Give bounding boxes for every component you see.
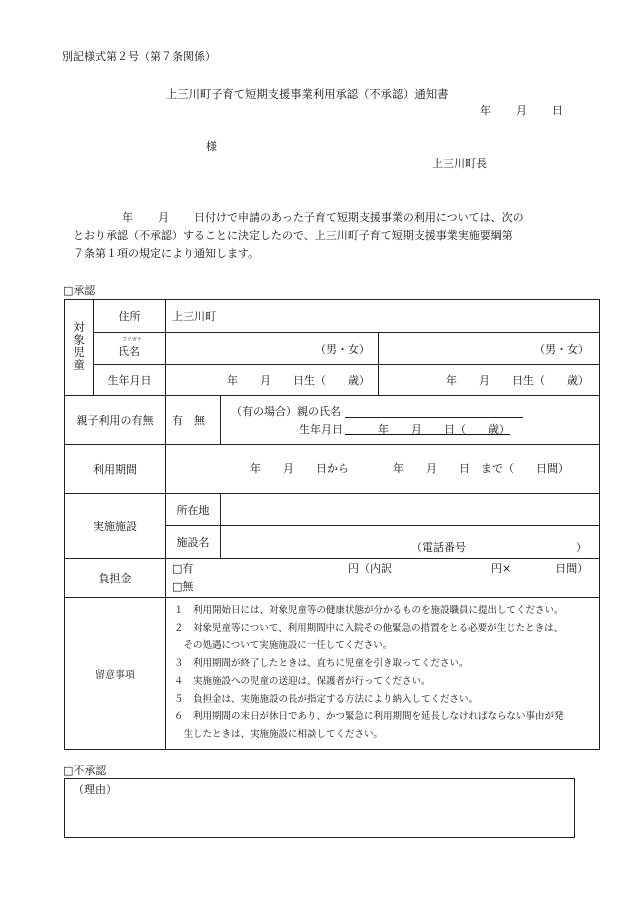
facility-label-cell bbox=[65, 494, 166, 559]
period-value: 年 月 日から 年 月 日 まで（ 日間） bbox=[250, 462, 569, 475]
birth-field-1[interactable] bbox=[166, 365, 379, 396]
notes-list bbox=[166, 598, 599, 744]
body-line2: とおり承認（不承認）することに決定したので、上三川町子育て短期支援事業実施要綱第 bbox=[73, 229, 513, 242]
body-line1-year: 年 bbox=[122, 211, 133, 224]
birth-field-2[interactable] bbox=[379, 365, 600, 396]
parent-birth-value: 年 月 日（ 歳） bbox=[345, 423, 510, 436]
addressee-suffix: 様 bbox=[206, 140, 217, 153]
period-label: 利用期間 bbox=[93, 463, 137, 476]
facility-name-label-cell bbox=[166, 526, 221, 559]
parent-info-cell[interactable] bbox=[221, 396, 600, 445]
period-value-cell[interactable] bbox=[166, 445, 600, 494]
birth-label: 生年月日 bbox=[107, 374, 152, 387]
fee-label: 負担金 bbox=[98, 572, 132, 585]
note-item: その処遇について実施施設に一任してください。 bbox=[174, 640, 393, 652]
address-value: 上三川町 bbox=[172, 310, 216, 323]
facility-name-label: 施設名 bbox=[176, 536, 210, 549]
subject-child-group bbox=[65, 300, 94, 396]
body-line1-month: 月 bbox=[158, 211, 169, 224]
parent-if-label: （有の場合）親の氏名 bbox=[231, 405, 341, 418]
location-label-cell bbox=[166, 494, 221, 526]
parent-use-options-cell[interactable] bbox=[166, 396, 221, 445]
parent-name-line bbox=[345, 417, 523, 418]
notes-label: 留意事項 bbox=[95, 670, 135, 681]
note-item: ６ 利用期間の末日が休日であり、かつ緊急に利用期間を延長しなければならない事由が発 bbox=[174, 711, 564, 723]
fee-no-checkbox[interactable]: □無 bbox=[172, 580, 194, 593]
name-label: 氏名 bbox=[118, 345, 140, 358]
reason-box[interactable] bbox=[64, 778, 575, 838]
address-label-cell bbox=[94, 300, 166, 333]
parent-birth-label: 生年月日 bbox=[299, 423, 343, 436]
fee-value-cell[interactable] bbox=[166, 559, 600, 598]
gender-2: （男・女） bbox=[534, 343, 589, 356]
parent-use-label: 親子利用の有無 bbox=[76, 414, 154, 427]
issuer: 上三川町長 bbox=[432, 157, 487, 170]
notes-label-cell bbox=[65, 598, 166, 750]
note-item: １ 利用開始日には、対象児童等の健康状態が分かるものを施設職員に提出してください。 bbox=[174, 605, 564, 616]
body-line1-rest: 日付けで申請のあった子育て短期支援事業の利用については、次の bbox=[194, 211, 524, 224]
fee-yes-checkbox[interactable]: □有 bbox=[172, 562, 194, 575]
name-field-2[interactable] bbox=[379, 333, 600, 365]
fee-detail: 円（内訳 円× 日間） bbox=[348, 562, 589, 575]
birth-value-1: 年 月 日生（ 歳） bbox=[227, 374, 370, 387]
location-label: 所在地 bbox=[176, 503, 210, 517]
birth-value-2: 年 月 日生（ 歳） bbox=[446, 374, 589, 387]
date-year: 年 bbox=[480, 104, 491, 117]
note-item: ３ 利用期間が終了したときは、直ちに児童を引き取ってください。 bbox=[174, 658, 469, 670]
disapproval-checkbox-label[interactable]: □不承認 bbox=[63, 764, 107, 777]
name-field-1[interactable] bbox=[166, 333, 379, 365]
subject-child-label: 対象児童 bbox=[72, 321, 86, 371]
gender-1: （男・女） bbox=[315, 343, 370, 356]
address-value-cell[interactable] bbox=[166, 300, 600, 333]
furigana-label: フリガナ bbox=[122, 337, 142, 343]
date-day: 日 bbox=[552, 104, 563, 117]
document-title: 上三川町子育て短期支援事業利用承認（不承認）通知書 bbox=[166, 88, 449, 101]
approval-table bbox=[64, 299, 600, 750]
form-number: 別記様式第２号（第７条関係） bbox=[62, 50, 216, 63]
reason-label: （理由） bbox=[73, 783, 117, 796]
address-label: 住所 bbox=[118, 310, 141, 323]
facility-name-value-cell[interactable] bbox=[221, 526, 600, 559]
body-line3: ７条第１項の規定により通知します。 bbox=[73, 247, 260, 260]
notes-cell bbox=[166, 598, 600, 750]
note-item: ５ 負担金は、実施施設の長が指定する方法により納入してください。 bbox=[174, 693, 479, 705]
phone-label: （電話番号 ） bbox=[411, 541, 587, 554]
parent-use-label-cell bbox=[65, 396, 166, 445]
location-value-cell[interactable] bbox=[221, 494, 600, 526]
note-item: ４ 実施施設への児童の送迎は、保護者が行ってください。 bbox=[174, 675, 431, 687]
note-item: 生したときは、実施施設に相談してください。 bbox=[174, 728, 384, 740]
parent-use-options: 有 無 bbox=[172, 414, 205, 427]
date-month: 月 bbox=[516, 104, 527, 117]
note-item: ２ 対象児童等について、利用期間中に入院その他緊急の措置をとる必要が生じたときは、 bbox=[174, 622, 564, 634]
name-label-cell bbox=[94, 333, 166, 365]
approval-checkbox-label[interactable]: □承認 bbox=[63, 284, 96, 297]
fee-label-cell bbox=[65, 559, 166, 598]
period-label-cell bbox=[65, 445, 166, 494]
birth-label-cell bbox=[94, 365, 166, 396]
facility-label: 実施施設 bbox=[93, 520, 137, 533]
